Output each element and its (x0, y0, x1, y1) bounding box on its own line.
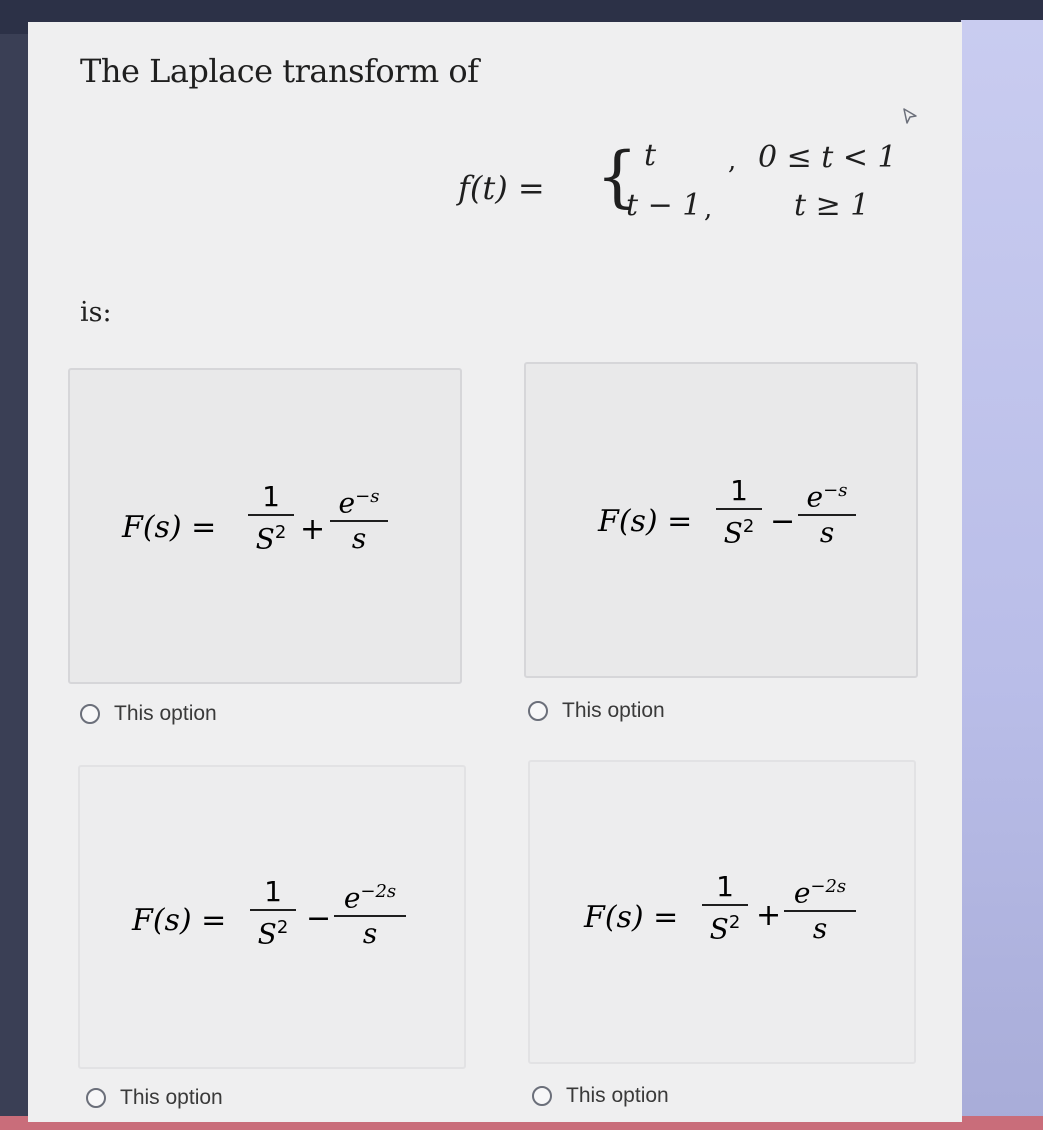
option-d-denominator-1: S (709, 912, 729, 946)
option-a-denominator-1-exponent: 2 (274, 522, 287, 543)
option-c-operator: − (306, 901, 332, 936)
option-d-radio-row[interactable] (532, 1084, 669, 1108)
option-b-exp-base: e (806, 480, 824, 514)
option-b-card[interactable] (524, 362, 918, 678)
option-d-exp-base: e (793, 876, 811, 910)
option-d-fraction-1 (702, 870, 748, 946)
option-b-denominator-2: s (819, 516, 835, 550)
option-c-fraction-2 (334, 875, 406, 951)
option-a-label[interactable]: This option (114, 702, 217, 725)
option-b-fraction-1 (716, 474, 762, 550)
option-c-numerator-1: 1 (264, 875, 282, 908)
option-d-numerator-1: 1 (716, 870, 734, 903)
option-a-operator: + (300, 512, 326, 547)
option-c-denominator-2: s (362, 917, 378, 951)
radio-unchecked-icon[interactable] (532, 1086, 552, 1106)
option-c-denominator-1: S (257, 917, 277, 951)
option-c-lhs: F(s) = (132, 903, 227, 938)
piecewise-brace: { (596, 138, 638, 215)
option-c-exp-base: e (343, 881, 361, 915)
function-lhs: f(t) = (458, 169, 545, 207)
cursor-arrow-icon (900, 106, 920, 126)
option-c-label[interactable]: This option (120, 1086, 223, 1109)
option-a-exp-power: −s (355, 486, 380, 507)
radio-unchecked-icon[interactable] (528, 701, 548, 721)
option-d-label[interactable]: This option (566, 1084, 669, 1107)
option-b-fraction-2 (798, 474, 856, 550)
option-b-lhs: F(s) = (598, 504, 693, 539)
option-d-fraction-2 (784, 870, 856, 946)
option-c-denominator-1-exponent: 2 (276, 917, 289, 938)
option-b-denominator-1: S (723, 516, 743, 550)
radio-unchecked-icon[interactable] (86, 1088, 106, 1108)
option-a-numerator-1: 1 (262, 480, 280, 513)
option-b-label[interactable]: This option (562, 699, 665, 722)
option-b-radio-row[interactable] (528, 699, 665, 723)
question-intro: The Laplace transform of (80, 52, 479, 90)
option-a-lhs: F(s) = (122, 510, 217, 545)
radio-unchecked-icon[interactable] (80, 704, 100, 724)
option-b-numerator-1: 1 (730, 474, 748, 507)
option-d-exp-power: −2s (810, 876, 847, 897)
option-d-lhs: F(s) = (584, 900, 679, 935)
question-card (28, 22, 962, 1122)
option-b-exp-power: −s (823, 480, 848, 501)
option-b-denominator-1-exponent: 2 (742, 516, 755, 537)
option-d-operator: + (756, 898, 782, 933)
case-1-condition: 0 ≤ t < 1 (758, 140, 897, 175)
case-2-separator: , (704, 194, 713, 224)
case-1-separator: , (728, 146, 737, 176)
option-b-operator: − (770, 504, 796, 539)
option-a-radio-row[interactable] (80, 702, 217, 726)
option-d-denominator-2: s (812, 912, 828, 946)
option-a-fraction-2 (330, 480, 388, 556)
option-a-exp-base: e (338, 486, 356, 520)
option-a-card[interactable] (68, 368, 462, 684)
option-a-fraction-1 (248, 480, 294, 556)
option-c-card[interactable] (78, 765, 466, 1069)
option-a-denominator-2: s (351, 522, 367, 556)
option-c-fraction-1 (250, 875, 296, 951)
option-d-card[interactable] (528, 760, 916, 1064)
case-1-expression: t (644, 138, 657, 173)
option-c-radio-row[interactable] (86, 1086, 223, 1110)
option-c-exp-power: −2s (360, 881, 397, 902)
question-suffix: is: (80, 297, 112, 328)
case-2-condition: t ≥ 1 (794, 188, 870, 223)
option-a-denominator-1: S (255, 522, 275, 556)
case-2-expression: t − 1 (626, 188, 702, 223)
background-strip (961, 20, 1043, 1130)
option-d-denominator-1-exponent: 2 (728, 912, 741, 933)
